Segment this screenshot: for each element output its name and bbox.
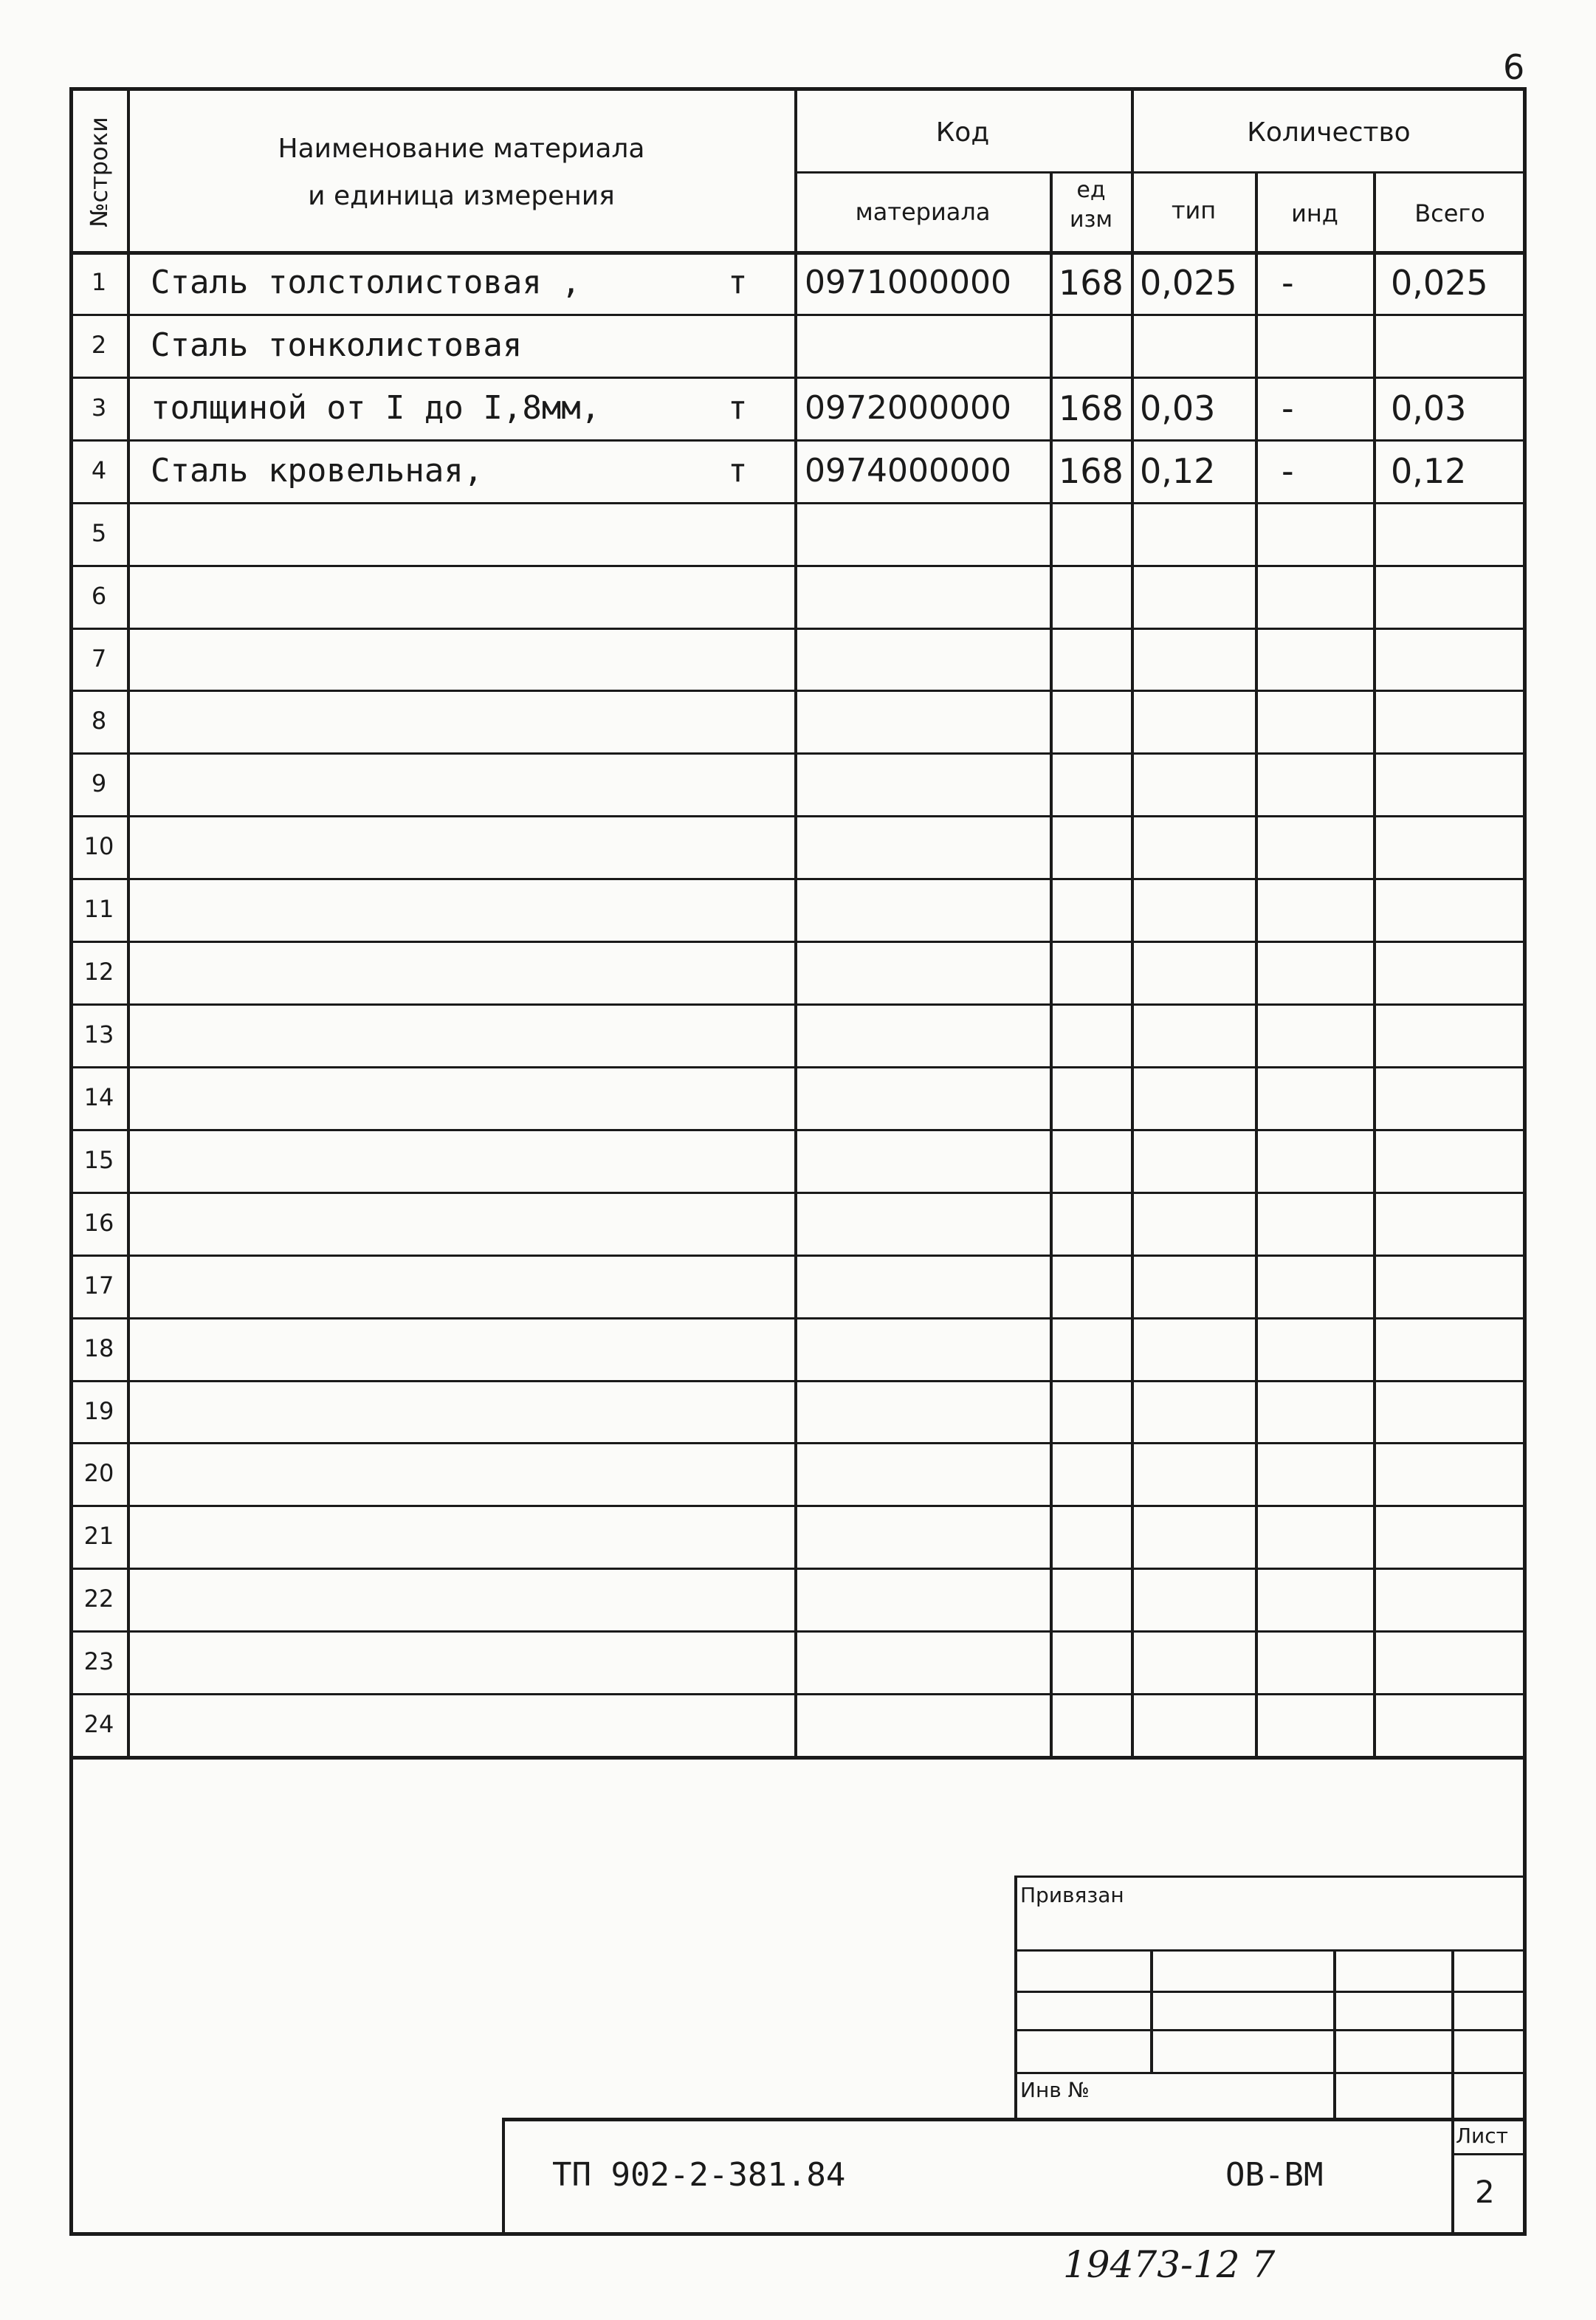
row-number: 1 — [91, 268, 107, 296]
row-unit-code: 168 — [1059, 450, 1124, 491]
row-number: 20 — [83, 1459, 114, 1488]
row-number: 17 — [83, 1271, 114, 1300]
stamp-line-4 — [1014, 2072, 1527, 2074]
row-separator — [69, 941, 1527, 943]
row-separator — [69, 1192, 1527, 1194]
stamp-left-line — [1014, 1875, 1017, 2119]
row-separator — [69, 815, 1527, 817]
row-separator — [69, 502, 1527, 504]
sheet-cell-line — [1451, 2153, 1527, 2155]
row-separator — [69, 1442, 1527, 1444]
row-material-code: 0971000000 — [805, 264, 1011, 301]
row-number: 23 — [83, 1647, 114, 1676]
row-quantity-ind: - — [1282, 388, 1294, 428]
row-separator — [69, 1317, 1527, 1319]
main-stamp-left-line — [502, 2118, 505, 2236]
row-separator — [69, 1505, 1527, 1507]
stamp-top-line — [1014, 1875, 1527, 1878]
stamp-col-1 — [1150, 1949, 1153, 2072]
row-number: 16 — [83, 1208, 114, 1237]
row-number: 18 — [83, 1334, 114, 1362]
inv-no-label: Инв № — [1020, 2078, 1090, 2102]
row-separator — [69, 1693, 1527, 1695]
stamp-col-2 — [1333, 1949, 1336, 2119]
stamp-line-1 — [1014, 1949, 1527, 1952]
stamp-line-3 — [1014, 2029, 1527, 2031]
table-bottom-line — [69, 1756, 1527, 1760]
row-number: 12 — [83, 958, 114, 986]
row-number: 24 — [83, 1710, 114, 1739]
row-quantity-ind: - — [1282, 450, 1294, 491]
row-material-code: 0974000000 — [805, 451, 1011, 490]
row-number: 5 — [91, 518, 107, 547]
row-quantity-tip: 0,025 — [1140, 263, 1237, 303]
row-number: 19 — [83, 1396, 114, 1425]
row-number: 2 — [91, 330, 107, 359]
unit-header-line1: ед — [1076, 177, 1106, 203]
bound-label: Привязан — [1020, 1883, 1124, 1907]
code-group-header: Код — [935, 117, 990, 148]
row-quantity-total: 0,025 — [1391, 263, 1488, 303]
name-header-line1: Наименование материала — [278, 134, 645, 164]
name-header-line2: и единица измерения — [308, 181, 615, 211]
col-line-ind — [1373, 171, 1376, 1756]
unit-header-line2: изм — [1069, 207, 1113, 233]
row-number: 21 — [83, 1522, 114, 1551]
row-quantity-tip: 0,12 — [1140, 450, 1216, 491]
row-separator — [69, 878, 1527, 880]
row-separator — [69, 1630, 1527, 1633]
row-number: 11 — [83, 895, 114, 924]
row-separator — [69, 1380, 1527, 1382]
row-quantity-tip: 0,03 — [1140, 388, 1216, 428]
material-code-header: материала — [855, 198, 991, 226]
row-number: 6 — [91, 581, 107, 610]
row-unit-code: 168 — [1059, 263, 1124, 303]
row-number: 13 — [83, 1020, 114, 1049]
row-quantity-ind: - — [1282, 263, 1294, 303]
row-unit-word: т — [728, 388, 748, 427]
row-quantity-total: 0,12 — [1391, 450, 1467, 491]
row-separator — [69, 1568, 1527, 1570]
row-separator — [69, 1255, 1527, 1257]
row-material-name: Сталь толстолистовая , — [151, 264, 581, 301]
sheet-label: Лист — [1456, 2124, 1508, 2148]
row-separator — [69, 1003, 1527, 1006]
row-number: 7 — [91, 644, 107, 673]
tip-header: тип — [1171, 196, 1217, 224]
quantity-group-header: Количество — [1247, 117, 1411, 148]
row-material-name: Сталь тонколистовая — [151, 326, 523, 364]
row-material-code: 0972000000 — [805, 388, 1011, 427]
row-separator — [69, 690, 1527, 692]
row-number: 10 — [83, 832, 114, 861]
header-subline — [794, 171, 1527, 174]
row-separator — [69, 752, 1527, 755]
row-number: 3 — [91, 393, 107, 422]
row-quantity-total: 0,03 — [1391, 388, 1467, 428]
ind-header: инд — [1291, 199, 1338, 227]
row-material-name: толщиной от I до I,8мм, — [151, 388, 601, 427]
row-separator — [69, 565, 1527, 567]
row-unit-word: т — [728, 451, 748, 490]
row-number: 14 — [83, 1082, 114, 1111]
document-code: ТП 902-2-381.84 — [552, 2156, 846, 2194]
row-number-header: №строки — [85, 117, 113, 227]
col-line-tip — [1255, 171, 1258, 1756]
row-number: 15 — [83, 1145, 114, 1174]
main-stamp-top-line — [502, 2118, 1527, 2121]
row-material-name: Сталь кровельная, — [151, 451, 484, 490]
handwritten-note: 19473-12 7 — [1063, 2243, 1276, 2286]
sheet-corner-number: 6 — [1503, 47, 1525, 87]
row-separator — [69, 1129, 1527, 1131]
row-number: 8 — [91, 707, 107, 735]
stamp-col-3 — [1451, 1949, 1454, 2234]
row-separator — [69, 1066, 1527, 1068]
document-mark: ОВ-ВМ — [1225, 2156, 1324, 2194]
row-unit-code: 168 — [1059, 388, 1124, 428]
row-separator — [69, 628, 1527, 630]
row-number: 9 — [91, 769, 107, 798]
total-header: Всего — [1414, 199, 1485, 227]
row-number: 22 — [83, 1585, 114, 1613]
stamp-line-2 — [1014, 1991, 1527, 1993]
row-unit-word: т — [728, 264, 748, 301]
col-line-material — [1050, 171, 1053, 1756]
row-number: 4 — [91, 456, 107, 484]
sheet-number: 2 — [1475, 2174, 1495, 2210]
